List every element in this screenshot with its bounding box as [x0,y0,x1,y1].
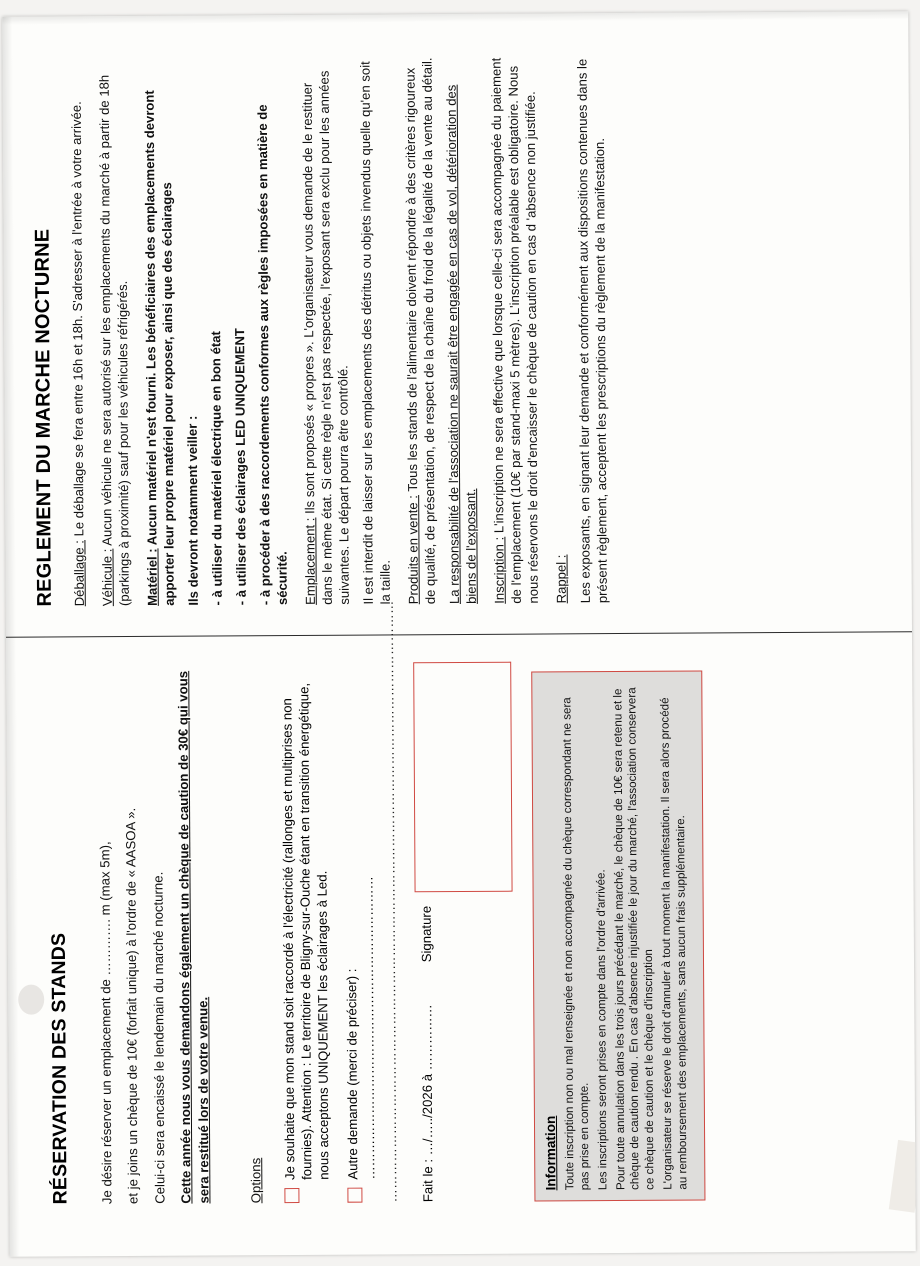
information-line: Pour toute annulation dans les trois jours précédant le marché, le chèque de 10€ sera retenu et le chèque de caution rendu . En cas d'absence injustifiée le jour du marché, l'association conservera ce chèque de caution et le chèque d'inscription [610,687,657,1191]
reglement-section [2,11,912,637]
date-field-label[interactable]: Fait le : …/…../2026 à …………… [419,1004,436,1203]
information-line: Toute inscription non ou mal renseignée et non accompagnée du chèque correspondant ne sera pas prise en compte. [560,697,592,1191]
materiel-extra-3: - à procéder à des raccordements conformes aux règles imposées en matière de sécurité. [254,104,290,606]
reservation-intro-2: et je joins un chèque de 10€ (forfait unique) à l'ordre de « AASOA ». [123,807,141,1205]
option-other-label: Autre demande (merci de préciser) : …………………………………………………………… [343,876,378,1180]
information-block [531,671,705,1202]
information-line: L'organisateur se réserve le droit d'annuler à tout moment la manifestation. Il sera alors procédé au remboursement des emplacements, sans aucun frais supplémentaire. [658,697,690,1190]
reglement-item-inscription [488,54,542,604]
signature-box[interactable] [413,662,512,892]
vehicule-body: Aucun véhicule ne sera autorisé sur les emplacements du marché à partir de 18h (parkings à proximité) sauf pour les véhicules réfrigérés. [96,74,132,607]
reglement-item-vehicule [95,56,132,606]
information-line: Les inscriptions seront prises en compte dans l'ordre d'arrivée. [594,869,610,1191]
inscription-heading: Inscription : [491,536,508,604]
signature-row [413,662,514,1203]
reglement-item-deballage [67,56,87,606]
option-electricity-label: Je souhaite que mon stand soit raccordé à l'électricité (rallonges et multiprises non fournies). Attention : Le territoire de Bligny-sur-Ouche étant en transition énergétique, nous acceptons UNIQUEMENT les éclairages à Led. [278,682,332,1181]
reservation-intro-4: Cette année nous vous demandons également un chèque de caution de 30€ qui vous sera restitué lors de votre venue. [175,670,212,1204]
materiel-heading: Matériel : [144,548,160,606]
inscription-body: L'inscription ne sera effective que lorsque celle-ci sera accompagnée du paiement de l'emplacement (10€ par stand-maxi 5 mètres). L'inscription préalable est obligatoire. Nous nous réservons le droit d'encaisser le chèque de caution en cas d 'absence non justifiée. [488,57,542,604]
emplacement-extra-0: Il est interdit de laisser sur les emplacements des détritus ou objets invendus quelle qu'en soit la taille. [357,61,394,605]
deballage-heading: Déballage : [71,540,87,607]
reservation-intro-3: Celui-ci sera encaissé le lendemain du marché nocturne. [150,871,168,1204]
emplacement-body: Ils sont proposés « propres ». L'organisateur vous demande de le restituer dans le même état. Si cette règle n'est pas respectée, l'exposant sera exclu pour les années suivantes. Le départ pourra être contrôlé. [299,70,353,605]
reglement-item-materiel [141,55,291,606]
emplacement-heading: Emplacement : [302,517,318,605]
materiel-body: Aucun matériel n'est fourni. Les bénéficiaires des emplacements devront apporter leur propre matériel pour exposer, ainsi que des éclairages [141,90,177,606]
produits-body: Tous les stands de l'alimentaire doivent répondre à des critères rigoureux de qualité, de présentation, de respect de la chaîne du froid de la légalité de la vente au détail. [402,57,439,605]
rappel-extra-0: Les exposants, en signant leur demande et conformément aux dispositions contenues dans le présent règlement, acceptent les prescriptions du règlement de la manifestation. [574,58,611,604]
rotated-document-content [2,11,916,1257]
reglement-item-rappel [550,53,611,603]
materiel-extra-1: - à utiliser du matériel électrique en bon état [208,331,225,606]
produits-extra-0: La responsabilité de l'association ne saurait être engagée en cas de vol, détérioration des biens de l'exposant. [443,84,480,605]
signature-label: Signature [418,905,435,963]
option-other-extra-line: …………………………………………………………………………………………………………………… [380,600,400,1203]
paper-sheet [2,11,916,1257]
vehicule-heading: Véhicule : [99,548,115,607]
information-title: Information [543,1115,559,1191]
reglement-item-produits [402,54,480,604]
options-heading: Options [248,1157,264,1204]
rappel-heading: Rappel : [553,554,570,604]
option-other-row[interactable] [341,663,379,1203]
reservation-section [6,600,916,1257]
option-electricity-row[interactable] [278,663,334,1203]
reglement-item-emplacement [299,54,394,605]
reglement-title: REGLEMENT DU MARCHE NOCTURNE [31,228,56,607]
checkbox-icon-electricity[interactable] [284,1188,299,1203]
deballage-body: Le déballage se fera entre 16h et 18h. S'adresser à l'entrée à votre arrivée. [68,101,87,541]
reservation-intro-1: Je désire réserver un emplacement de …………. m (max 5m), [97,841,115,1205]
materiel-extra-2: - à utiliser des éclairages LED UNIQUEMENT [232,328,249,606]
reservation-title: RÉSERVATION DES STANDS [47,932,72,1205]
materiel-extra-0: Ils devront notamment veiller : [184,415,201,606]
produits-heading: Produits en vente : [405,495,422,605]
checkbox-icon-other[interactable] [347,1188,362,1203]
